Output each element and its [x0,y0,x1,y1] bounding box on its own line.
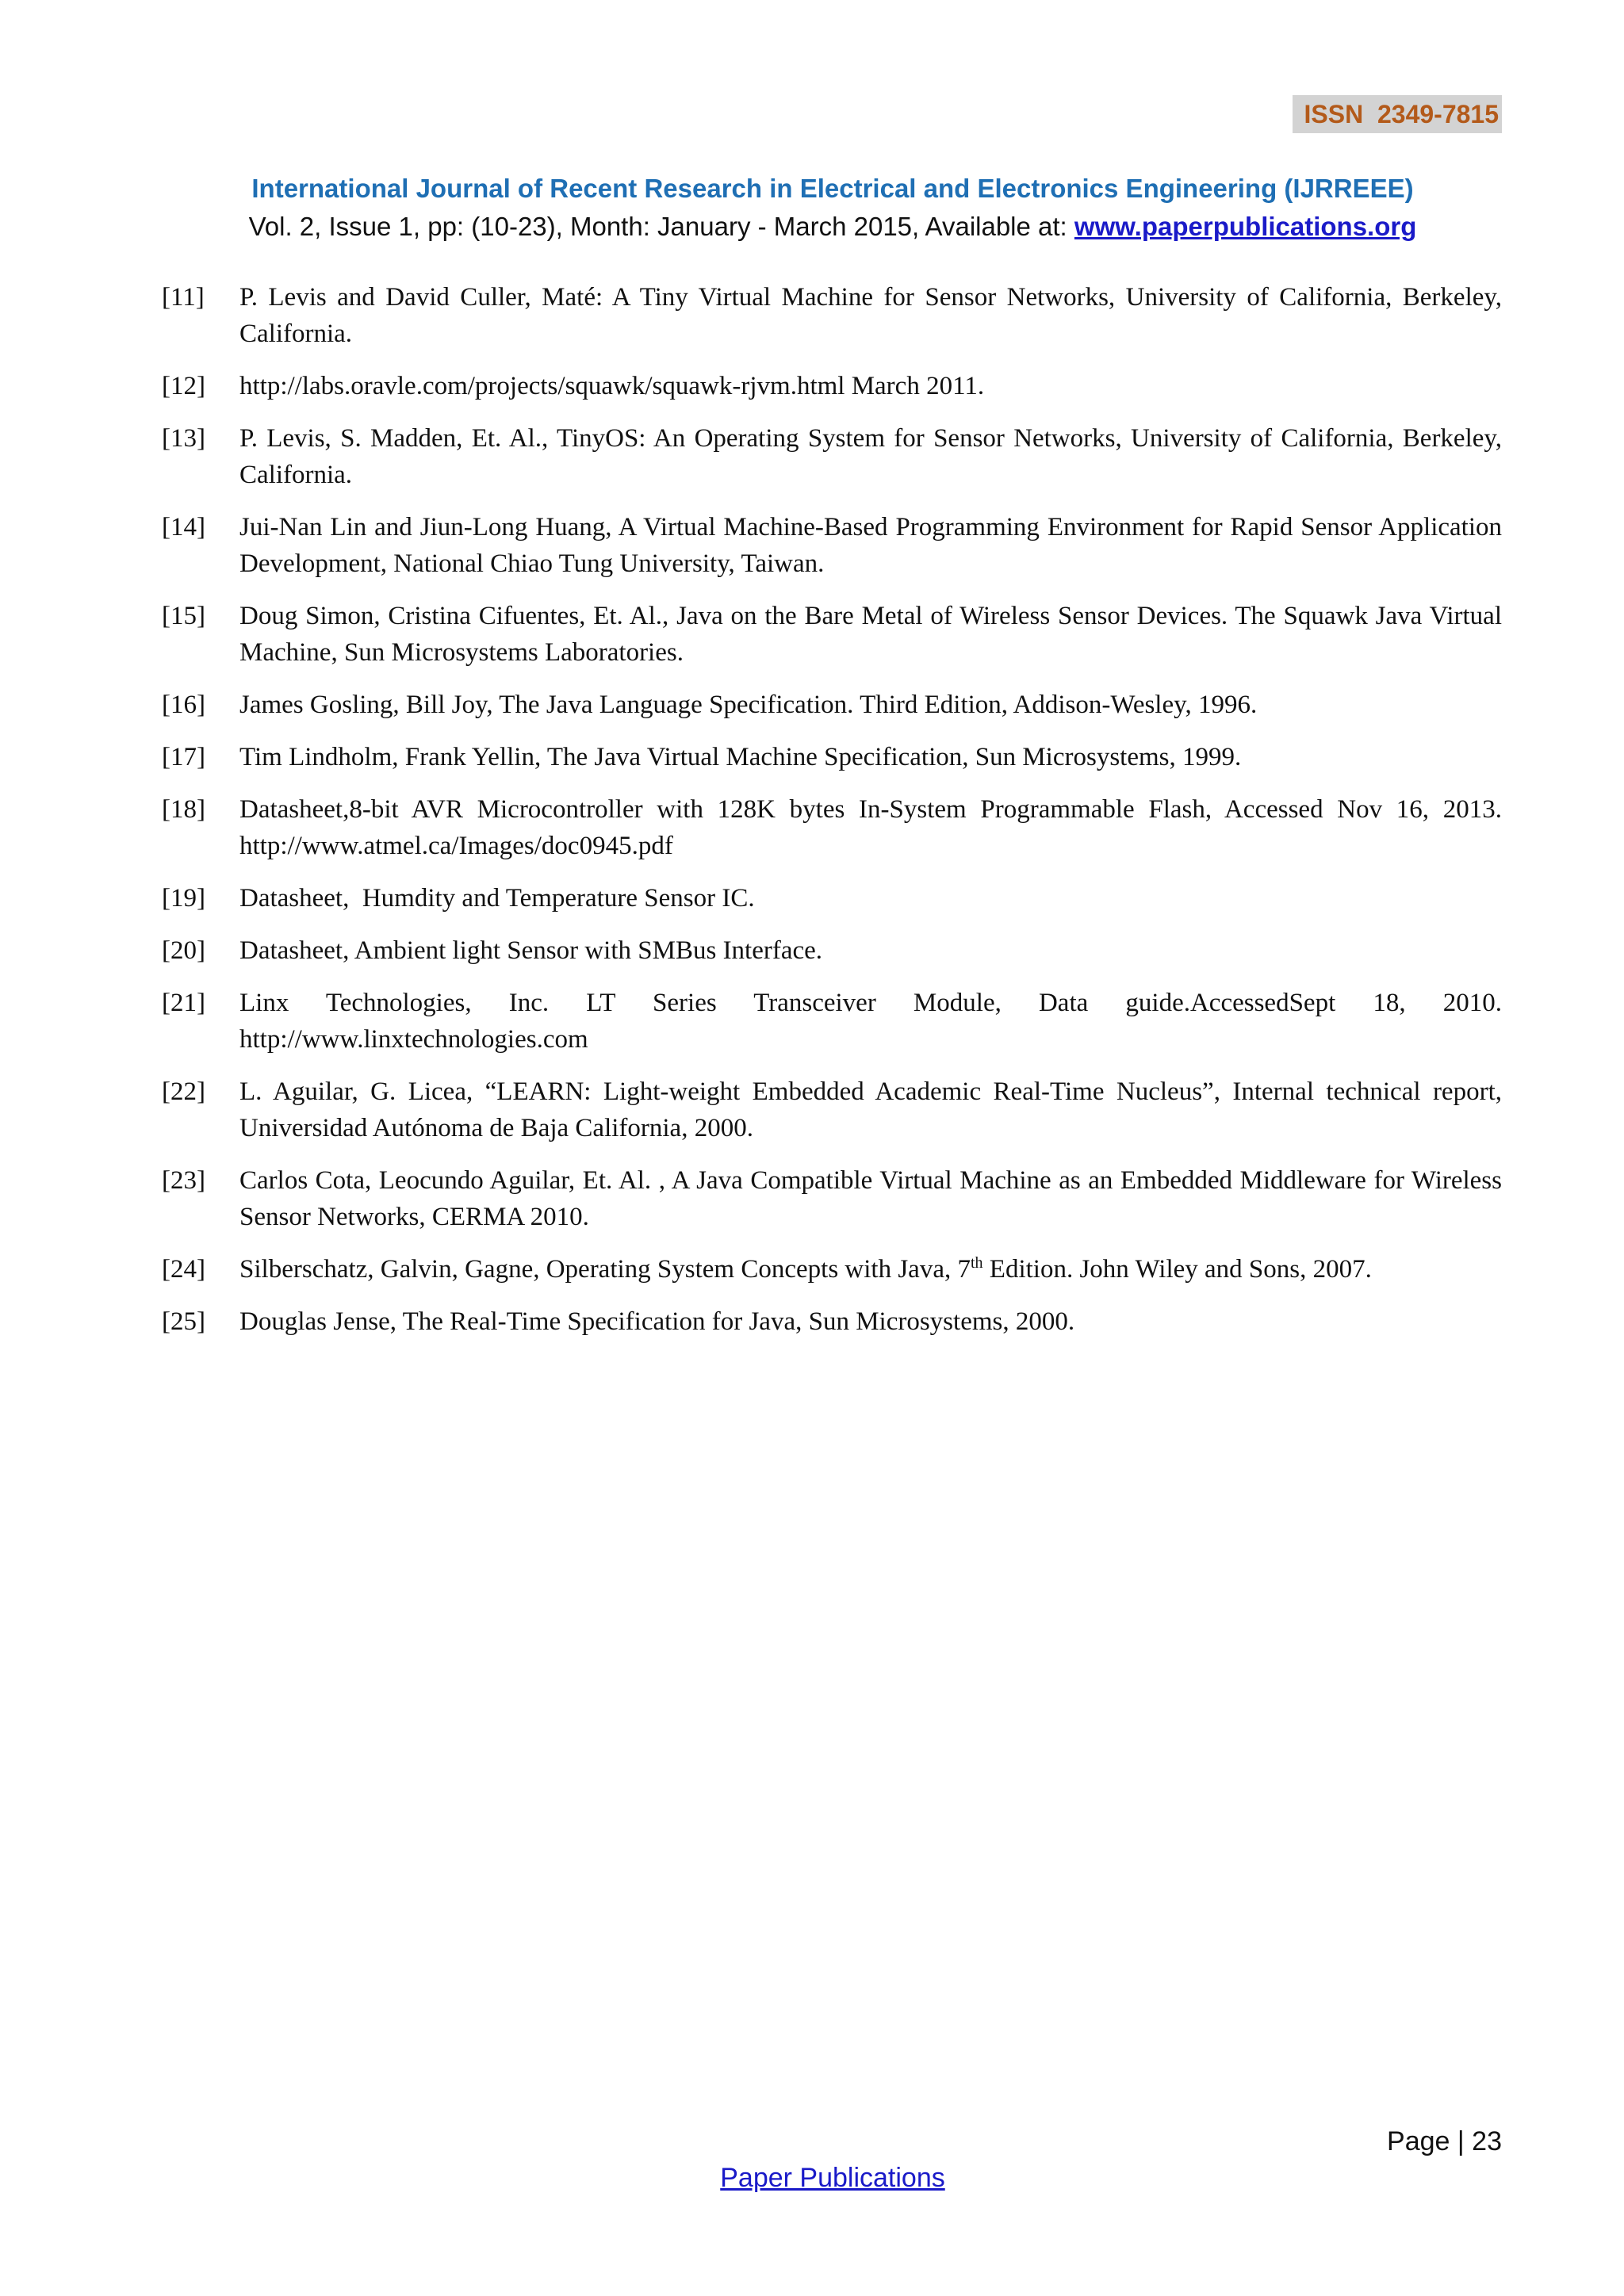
reference-item [162,985,1502,1058]
reference-text: Datasheet,8-bit AVR Microcontroller with 128K bytes In-System Programmable Flash, Accessed Nov 16, 2013. http://www.atmel.ca/Images/doc0945.pdf [239,795,1502,860]
reference-item [162,279,1502,352]
reference-text: Datasheet, Ambient light Sensor with SMBus Interface. [239,936,823,965]
reference-text: Datasheet, Humdity and Temperature Sensor IC. [239,884,755,913]
footer [0,2163,1624,2194]
reference-text: Douglas Jense, The Real-Time Specification for Java, Sun Microsystems, 2000. [239,1307,1075,1336]
reference-list [162,279,1502,1356]
reference-number: [20] [162,936,205,965]
reference-text: P. Levis, S. Madden, Et. Al., TinyOS: An Operating System for Sensor Networks, University of California, Berkeley, California. [239,424,1502,489]
reference-item [162,880,1502,916]
reference-number: [21] [162,989,205,1017]
reference-item [162,1073,1502,1146]
reference-text [239,1251,1502,1288]
reference-item [162,687,1502,723]
reference-item [162,509,1502,582]
reference-item [162,791,1502,864]
reference-text: Carlos Cota, Leocundo Aguilar, Et. Al. , A Java Compatible Virtual Machine as an Embedded Middleware for Wireless Sensor Networks, CERMA 2010. [239,1166,1502,1231]
reference-number: [15] [162,602,205,630]
reference-text-tail: Edition. John Wiley and Sons, 2007. [982,1255,1372,1284]
reference-number: [23] [162,1166,205,1195]
publisher-link[interactable]: Paper Publications [720,2163,945,2193]
reference-text: Doug Simon, Cristina Cifuentes, Et. Al., Java on the Bare Metal of Wireless Sensor Devices. The Squawk Java Virtual Machine, Sun Microsystems Laboratories. [239,602,1502,667]
reference-number: [24] [162,1255,205,1284]
reference-number: [12] [162,372,205,400]
reference-text: Linx Technologies, Inc. LT Series Transceiver Module, Data guide.AccessedSept 18, 2010. http://www.linxtechnologies.com [239,989,1502,1054]
reference-item [162,1162,1502,1235]
journal-website-link[interactable]: www.paperpublications.org [1074,212,1417,241]
reference-number: [17] [162,743,205,771]
reference-item [162,420,1502,493]
reference-text-main: Silberschatz, Galvin, Gagne, Operating System Concepts with Java, 7 [239,1255,971,1284]
reference-item [162,1303,1502,1340]
reference-text: L. Aguilar, G. Licea, “LEARN: Light-weight Embedded Academic Real-Time Nucleus”, Internal technical report, Universidad Autónoma de Baja California, 2000. [239,1077,1502,1142]
journal-info-text: Vol. 2, Issue 1, pp: (10-23), Month: January - March 2015, Available at: [248,212,1074,241]
reference-text: P. Levis and David Culler, Maté: A Tiny Virtual Machine for Sensor Networks, University of California, Berkeley, California. [239,283,1502,348]
reference-number: [14] [162,513,205,541]
reference-text: Tim Lindholm, Frank Yellin, The Java Virtual Machine Specification, Sun Microsystems, 1999. [239,743,1242,771]
reference-text: http://labs.oravle.com/projects/squawk/squawk-rjvm.html March 2011. [239,372,985,400]
reference-number: [16] [162,691,205,719]
reference-text: Jui-Nan Lin and Jiun-Long Huang, A Virtual Machine-Based Programming Environment for Rapid Sensor Application Development, National Chiao Tung University, Taiwan. [239,513,1502,578]
reference-number: [11] [162,283,205,312]
reference-number: [18] [162,795,205,824]
journal-info [0,209,1624,244]
reference-number: [19] [162,884,205,913]
journal-title: International Journal of Recent Research in Electrical and Electronics Engineering (IJRREEE) [251,174,1414,203]
page-number: Page | 23 [1387,2126,1502,2156]
reference-number: [25] [162,1307,205,1336]
reference-item [162,368,1502,404]
reference-item [162,932,1502,969]
reference-item [162,598,1502,671]
issn-label: ISSN 2349-7815 [1293,95,1502,133]
reference-item [162,1251,1502,1288]
reference-text: James Gosling, Bill Joy, The Java Language Specification. Third Edition, Addison-Wesley, 1996. [239,691,1258,719]
reference-item [162,739,1502,775]
reference-number: [13] [162,424,205,453]
reference-superscript: th [970,1254,983,1272]
reference-number: [22] [162,1077,205,1106]
